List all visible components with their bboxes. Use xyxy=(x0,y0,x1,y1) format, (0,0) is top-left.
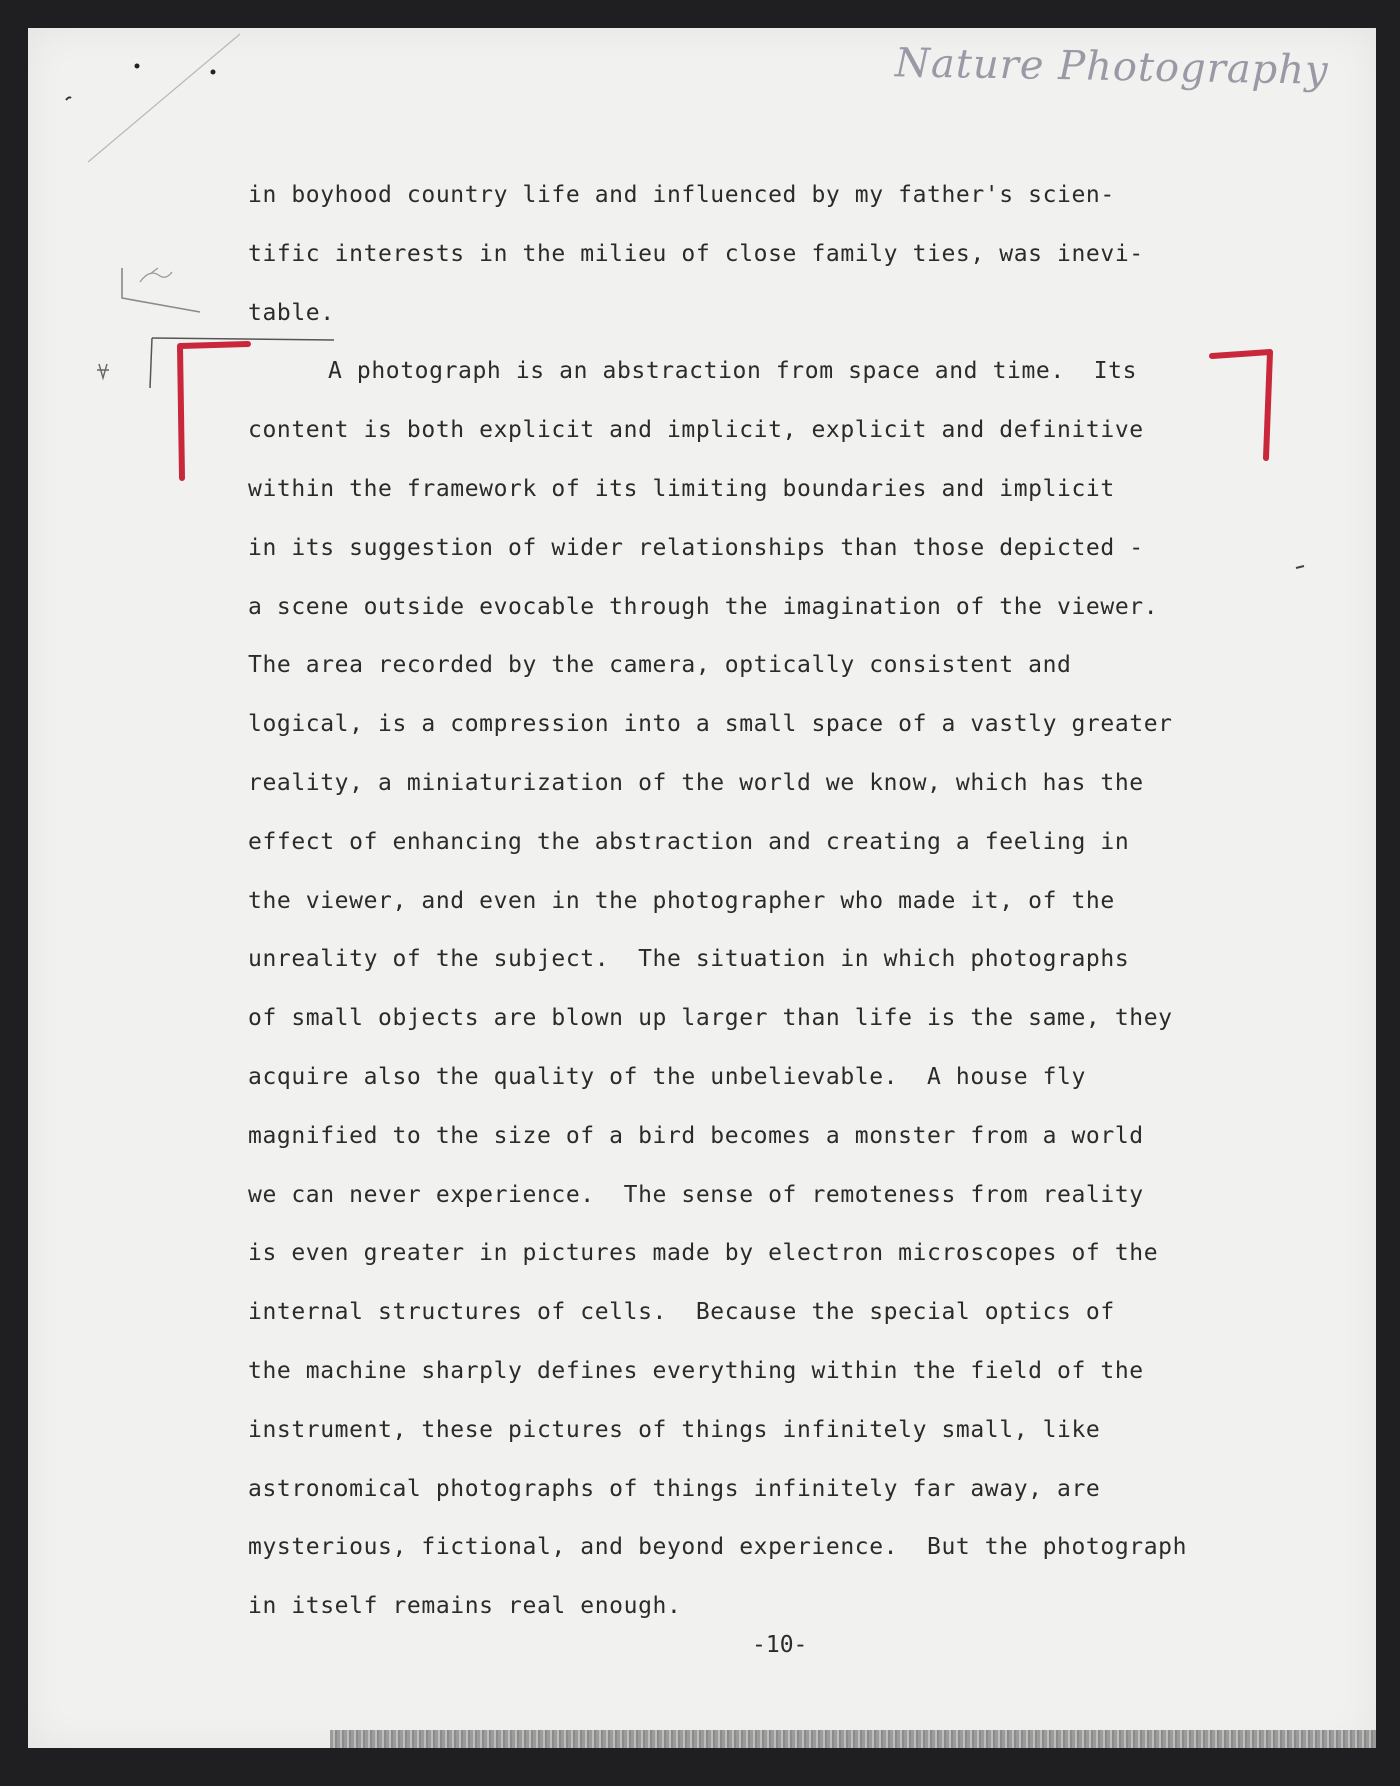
text-line: of small objects are blown up larger than life is the same, they xyxy=(248,1005,1173,1032)
text-line: the machine sharply defines everything within the field of the xyxy=(248,1357,1144,1384)
text-line: a scene outside evocable through the imagination of the viewer. xyxy=(248,593,1159,620)
text-line: the viewer, and even in the photographer who made it, of the xyxy=(248,887,1115,914)
page-number: -10- xyxy=(752,1632,808,1658)
text-line: content is both explicit and implicit, explicit and definitive xyxy=(248,417,1144,444)
text-line: tific interests in the milieu of close family ties, was inevi- xyxy=(248,240,1144,267)
text-line: instrument, these pictures of things infinitely small, like xyxy=(248,1416,1101,1443)
text-line-paragraph-start: A photograph is an abstraction from space and time. Its xyxy=(328,358,1138,385)
text-line: logical, is a compression into a small space of a vastly greater xyxy=(248,711,1173,738)
text-line: in boyhood country life and influenced by my father's scien- xyxy=(248,182,1115,208)
text-line: effect of enhancing the abstraction and creating a feeling in xyxy=(248,828,1130,855)
text-line: The area recorded by the camera, optically consistent and xyxy=(248,652,1072,679)
text-line: magnified to the size of a bird becomes a monster from a world xyxy=(248,1122,1144,1149)
text-line: unreality of the subject. The situation in which photographs xyxy=(248,946,1130,973)
text-line: internal structures of cells. Because the special optics of xyxy=(248,1299,1115,1326)
text-line: is even greater in pictures made by electron microscopes of the xyxy=(248,1240,1159,1267)
text-line: in itself remains real enough. xyxy=(248,1593,682,1620)
typed-body xyxy=(248,166,1308,1636)
text-line: mysterious, fictional, and beyond experience. But the photograph xyxy=(248,1534,1188,1561)
text-line: acquire also the quality of the unbelievable. A house fly xyxy=(248,1063,1086,1090)
text-line: astronomical photographs of things infinitely far away, are xyxy=(248,1475,1101,1502)
text-line: we can never experience. The sense of remoteness from reality xyxy=(248,1181,1144,1208)
text-line: within the framework of its limiting boundaries and implicit xyxy=(248,475,1115,502)
text-line: table. xyxy=(248,299,335,326)
text-line: reality, a miniaturization of the world we know, which has the xyxy=(248,769,1144,796)
text-line: in its suggestion of wider relationships than those depicted - xyxy=(248,534,1144,561)
handwritten-title: Nature Photography xyxy=(894,40,1330,94)
scan-edge-strip xyxy=(330,1730,1376,1748)
